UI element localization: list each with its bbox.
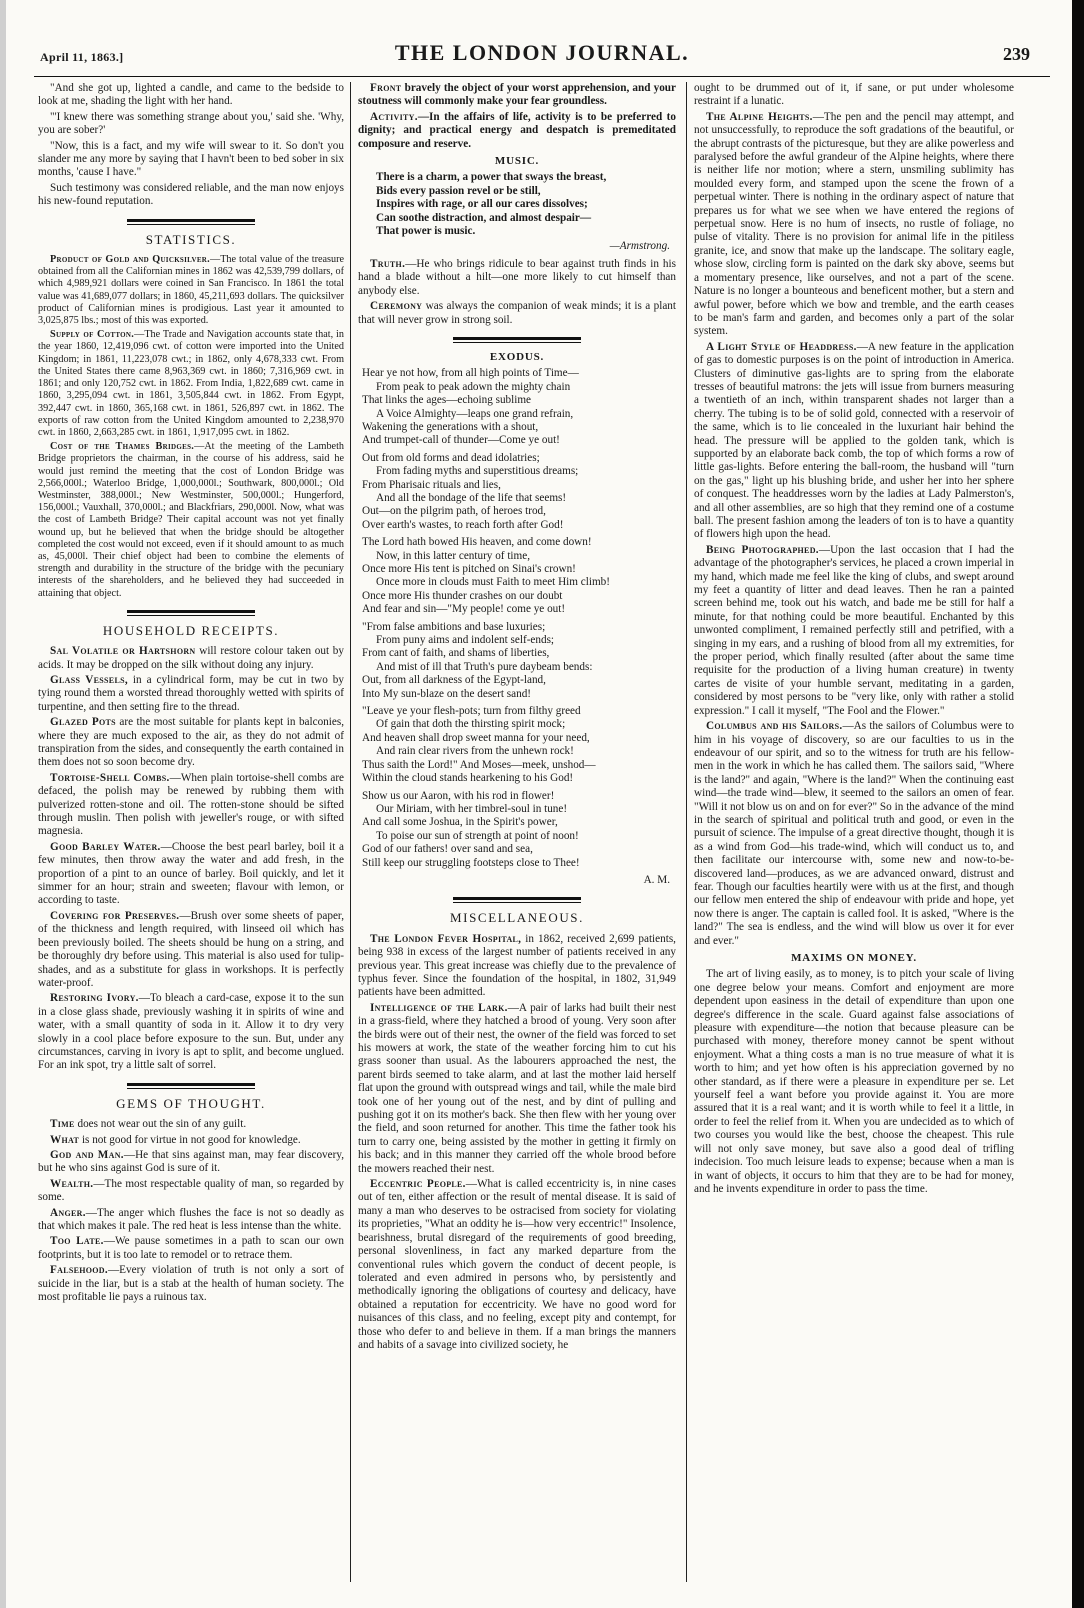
poem-line: Out from old forms and dead idolatries; bbox=[362, 451, 540, 464]
poem-line: A Voice Almighty—leaps one grand refrain, bbox=[376, 407, 574, 420]
misc-item bbox=[358, 933, 676, 1000]
article-item bbox=[694, 544, 1014, 718]
poem-stanza bbox=[358, 367, 676, 447]
receipt-item bbox=[38, 674, 344, 714]
receipt-item bbox=[38, 645, 344, 672]
receipt-item bbox=[38, 716, 344, 770]
paragraph bbox=[358, 111, 676, 151]
item-head: Ceremony bbox=[370, 300, 423, 313]
item-head: What bbox=[50, 1133, 80, 1146]
item-text: —A new feature in the application of gas to domestic purposes is on the point of introduction in America. Clusters of diminutive gas-lights are to spring from the elaborate tresses of beautiful matrons: the jets will issue from burners measuring a twentieth of an inch, within transparent shades not larger than a cherry. The tubing is to be of solid gold, connected with a reservoir of the same, which is to lie concealed in the luxuriant hair behind the head. The pressure will be applied to the golden tank, which is supported by an elaborate back comb, the top of which forms a row of little gas-lights. Before entering the ball-room, the husband will "turn on the gas," light up his blushing bride, and usher her into her sphere of conquest. The headdresses worn by the ladies at Lady Palmerston's, and all other assemblies, are so high that they remind one of a costume ball. The present fashion among the leaders of ton is to have a quantity of flowers high upon the head. bbox=[694, 340, 1014, 541]
section-title-maxims: MAXIMS ON MONEY. bbox=[791, 952, 917, 964]
item-text: —At the meeting of the Lambeth Bridge proprietors the chairman, in the course of his address, said he would just remind the meeting that the cost of London Bridge was 2,566,000l.; Waterloo Bridge, 1,000,000l.; Southwark, 800,000l.; Old Westminster, 388,000l.; New Westminster, 500,000l.; Hungerford, 156,000l.; Vauxhall, 370,000l.; and Blackfriars, 290,000l. Now, what was the cost of Lambeth Bridge? Their capital account was not yet finally wound up, but he believed that when the bridge should be altogether completed the cost would not exceed, even if it should amount to as much as, 45,000l. Their chief object had been to combine the elements of strength and durability in the structure of the bridge with the pecuniary interests of the shareholders, and he believed they had succeeded in attaining that object. bbox=[38, 441, 344, 599]
poem-line: "From false ambitions and base luxuries; bbox=[362, 620, 546, 633]
poem-line: From peak to peak adown the mighty chain bbox=[376, 380, 571, 393]
item-text: —We pause sometimes in a path to scan our own footprints, but it is too late to remodel or to retrace them. bbox=[38, 1235, 344, 1261]
item-head: Truth. bbox=[370, 257, 406, 270]
item-head: Eccentric People. bbox=[370, 1178, 466, 1191]
receipt-item bbox=[38, 992, 344, 1072]
poem-line: To poise our sun of strength at point of noon! bbox=[376, 829, 579, 842]
paragraph bbox=[358, 258, 676, 298]
receipt-item bbox=[38, 910, 344, 990]
item-text: —To bleach a card-case, expose it to the sun in a close glass shade, previously washing it in spirits of wine and water, with a small quantity of soda in it. Allow it to dry very slowly in a cool place before exposure to the sun. But, under any circumstances, carving in ivory is apt to split, and become unglued. For an ink spot, try a little salt of sorrel. bbox=[38, 992, 344, 1072]
poem-line: "Leave ye your flesh-pots; turn from filthy greed bbox=[362, 705, 581, 718]
section-title-gems: GEMS OF THOUGHT. bbox=[116, 1095, 266, 1111]
item-head: Columbus and his Sailors. bbox=[706, 720, 843, 733]
article-item bbox=[694, 720, 1014, 948]
article-item bbox=[694, 341, 1014, 542]
item-text: —He that sins against man, may fear discovery, but he who sins against God is sure of it. bbox=[38, 1148, 344, 1175]
item-head: Wealth. bbox=[50, 1177, 94, 1190]
item-text: —In the affairs of life, activity is to be preferred to dignity; and practical energy and despatch is premeditated composure and reserve. bbox=[358, 110, 676, 150]
poem-line: Still keep our struggling footsteps close to Thee! bbox=[362, 856, 580, 869]
item-text: —The pen and the pencil may attempt, and not unsuccessfully, to reproduce the soft gradations of the beautiful, or the abrupt contrasts of the picturesque, but they are alike powerless and paralysed before the awful grandeur of the Alpine heights, where there is neither life nor motion; where a stern, unsmiling sublimity has moulded every form, and stamped upon the scene the frown of a perpetual winter. There is nothing in the ordinary aspect of nature that prepares us for what we see when we have entered the regions of perpetual snow. Here is no hum of insects, no rustle of foliage, no pulse of vitality. There is no provision for animal life in the pitiless granite, ice, and snow that make up the landscape. The solitary eagle, whose slow, circling form is painted on the dark sky above, seems but a momentary presence, like ourselves, and not a part of the scene. Nature is no longer a bounteous and beneficent mother, but a stern and awful power, before which we bow and tremble, and the earth ceases to be man's farm and garden, and becomes only a part of the solar system. bbox=[694, 110, 1014, 338]
item-text: will restore colour taken out by acids. It may be dropped on the silk without doing any injury. bbox=[38, 645, 344, 671]
item-head: Too Late. bbox=[50, 1235, 104, 1248]
item-head: Glass Vessels, bbox=[50, 673, 128, 686]
poem-line: Bids every passion revel or be still, bbox=[376, 184, 541, 197]
item-text: —What is called eccentricity is, in nine cases out of ten, either affection or the result of mental disease. It is said of many a man who deserves to be ostracised from society for violating its proprieties, "What an oddity he is—how very eccentric!" Insolence, bearishness, brutal disregard of the requirements of good breeding, personal slovenliness, in fact any marked departure from the conventional rules which govern the conduct of decent people, is tolerated and even admired in persons who, by persistently and methodically ignoring the obligations of courtesy and delicacy, have obtained a reputation for eccentricity. We have no good word for nuisances of this class, and no feeling, except pity and contempt, for those who defer to and believe in them. If a man brings the manners and habits of a savage into civilized society, he bbox=[358, 1178, 676, 1351]
item-text: —Every violation of truth is not only a sort of suicide in the liar, but is a stab at the health of human society. The most profitable lie pays a ruinous tax. bbox=[38, 1264, 344, 1304]
music-poem bbox=[358, 171, 676, 238]
item-head: Time bbox=[50, 1118, 75, 1131]
item-head: Being Photographed. bbox=[706, 543, 819, 556]
poem-line: Show us our Aaron, with his rod in flower! bbox=[362, 789, 555, 802]
poem-line: Out, from all darkness of the Egypt-land, bbox=[362, 674, 546, 687]
poem-line: From fading myths and superstitious dreams; bbox=[376, 465, 579, 478]
item-head: Restoring Ivory. bbox=[50, 992, 139, 1005]
item-head: Glazed Pots bbox=[50, 716, 116, 729]
exodus-poem bbox=[358, 367, 676, 870]
receipt-item bbox=[38, 841, 344, 908]
item-text: is not good for virtue in not good for knowledge. bbox=[79, 1133, 301, 1146]
item-head: Good Barley Water. bbox=[50, 840, 161, 853]
poem-line: Wakening the generations with a shout, bbox=[362, 420, 539, 433]
stat-item bbox=[38, 254, 344, 327]
item-head: Sal Volatile or Hartshorn bbox=[50, 645, 196, 658]
gem-item bbox=[38, 1264, 344, 1304]
item-text: —He who brings ridicule to bear against truth finds in his hand a blade without a hilt—one more likely to cut himself than anybody else. bbox=[358, 257, 676, 297]
receipt-item bbox=[38, 772, 344, 839]
poem-stanza bbox=[358, 705, 676, 785]
poem-line: And heaven shall drop sweet manna for your need, bbox=[362, 731, 590, 744]
poem-line: There is a charm, a power that sways the breast, bbox=[376, 171, 607, 184]
poem-line: Over earth's wastes, to reach forth after God! bbox=[362, 518, 564, 531]
paragraph: The art of living easily, as to money, is to pitch your scale of living one degree below your means. Comfort and enjoyment are more dependent upon easiness in the detail of expenditure than upon one degree's difference in the scale. Guard against false associations of pleasure with expenditure—the notion that because pleasure can be purchased with money, therefore money cannot be spent without enjoyment. What a thing costs a man is no true measure of what it is worth to him; and yet how often is his appreciation governed by no other standard, as if there were a pleasure in expenditure per se. Let yourself feel a want before you provide against it. You are more assured that it is a real want; and it is worth while to feel it a little, in order to feel the relief from it. When you are undecided as to which of two courses you would like the best, choose the cheapest. This rule will not only save money, but save also a good deal of trifling indecision. Too much leisure leads to expense; because when a man is in want of objects, it occurs to him that they are to be had for money, and he invents expenditure in order to pass the time. bbox=[694, 968, 1014, 1195]
section-divider bbox=[453, 897, 581, 903]
paragraph: Such testimony was considered reliable, and the man now enjoys his new-found reputation. bbox=[38, 181, 344, 208]
item-head: Covering for Preserves. bbox=[50, 909, 180, 922]
paragraph: "Now, this is a fact, and my wife will swear to it. So don't you slander me any more by saying that I havn't been to bed sober in six months, 'cause I have." bbox=[38, 139, 344, 179]
poem-line: Hear ye not how, from all high points of Time— bbox=[362, 367, 579, 380]
stat-item bbox=[38, 441, 344, 600]
poem-line: Of gain that doth the thirsting spirit mock; bbox=[376, 718, 566, 731]
item-text: in 1862, received 2,699 patients, being 938 in excess of the largest number of patients received in any previous year. This great increase was chiefly due to the prevalence of typhus fever. Since the foundation of the hospital, in 1802, 31,949 patients have been admitted. bbox=[358, 932, 676, 999]
item-head: God and Man. bbox=[50, 1148, 124, 1161]
section-title-miscellaneous: MISCELLANEOUS. bbox=[450, 910, 584, 926]
column-3 bbox=[694, 82, 1014, 1578]
poem-stanza bbox=[358, 536, 676, 616]
section-title-statistics: STATISTICS. bbox=[145, 231, 237, 247]
item-head: Front bbox=[370, 82, 402, 94]
gem-item bbox=[38, 1207, 344, 1234]
item-text: in a cylindrical form, may be cut in two by tying round them a worsted thread thoroughly wetted with spirits of turpentine, and then setting fire to the thread. bbox=[38, 673, 344, 713]
journal-title: THE LONDON JOURNAL. bbox=[394, 40, 690, 65]
poem-line: Once more His thunder crashes on our doubt bbox=[362, 589, 563, 602]
poem-line: And fear and sin—"My people! come ye out! bbox=[362, 603, 566, 616]
item-head: Activity. bbox=[370, 110, 418, 123]
page-header bbox=[34, 36, 1050, 77]
poem-line: God of our fathers! over sand and sea, bbox=[362, 843, 533, 856]
item-text: bravely the object of your worst apprehension, and your stoutness will commonly make your fear groundless. bbox=[358, 82, 676, 108]
stat-item bbox=[38, 329, 344, 439]
poem-line: And rain clear rivers from the unhewn rock! bbox=[376, 745, 574, 758]
item-head: A Light Style of Headdress. bbox=[706, 340, 857, 353]
poem-line: Thus saith the Lord!" And Moses—meek, unshod— bbox=[362, 758, 596, 771]
item-text: —The most respectable quality of man, so regarded by some. bbox=[38, 1177, 344, 1204]
gem-item bbox=[38, 1178, 344, 1205]
item-head: The London Fever Hospital, bbox=[370, 932, 522, 945]
item-head: The Alpine Heights. bbox=[706, 110, 813, 123]
gem-item bbox=[38, 1235, 344, 1262]
poem-line: Out—on the pilgrim path, of heroes trod, bbox=[362, 505, 546, 518]
poem-line: Into My sun-blaze on the desert sand! bbox=[362, 687, 532, 700]
poem-line: Inspires with rage, or all our cares dissolves; bbox=[376, 198, 588, 211]
item-text: —The anger which flushes the face is not so deadly as that which makes it pale. The red heat is less intense than the white. bbox=[38, 1206, 344, 1232]
item-head: Cost of the Thames Bridges. bbox=[50, 441, 195, 453]
gem-item bbox=[38, 1149, 344, 1176]
poem-stanza bbox=[358, 452, 676, 532]
paragraph: ought to be drummed out of it, if sane, or put under wholesome restraint if a lunatic. bbox=[694, 82, 1014, 108]
section-divider bbox=[127, 610, 255, 616]
item-head: Tortoise-Shell Combs. bbox=[50, 771, 170, 784]
misc-item bbox=[358, 1002, 676, 1176]
item-head: Product of Gold and Quicksilver. bbox=[50, 254, 211, 266]
gem-item bbox=[38, 1134, 344, 1147]
item-text: —Brush over some sheets of paper, of the thickness and length required, with linseed oil which has been previously boiled. The sheets should be hung on a string, and be thoroughly dry before using. This material is also used for tulip-shades, and as a substitute for glass in workshops. It is perfectly water-proof. bbox=[38, 909, 344, 989]
section-divider bbox=[127, 1083, 255, 1089]
poem-line: And mist of ill that Truth's pure daybeam bends: bbox=[376, 660, 593, 673]
item-text: —The total value of the treasure obtained from all the Californian mines in 1862 was 42,539,799 dollars, of which 4,989,921 dollars were coined in San Francisco. In 1861 the total value was 41,689,077 dollars; in 1860, 45,211,693 dollars. The quicksilver product of Californian mines is prodigious. Last year it amounted to 3,025,875 lbs.; most of this was exported. bbox=[38, 254, 344, 327]
poem-stanza bbox=[358, 790, 676, 870]
section-title-exodus: EXODUS. bbox=[489, 350, 545, 363]
poem-line: Now, in this latter century of time, bbox=[376, 549, 530, 562]
poem-line: Once more in clouds must Faith to meet Him climb! bbox=[376, 576, 610, 589]
poem-line: The Lord hath bowed His heaven, and come down! bbox=[362, 536, 592, 549]
gem-item bbox=[38, 1118, 344, 1131]
misc-item bbox=[358, 1178, 676, 1352]
item-text: —Upon the last occasion that I had the advantage of the photographer's services, he placed a crown imperial in my hand, which made me feel like the king of clubs, and swept around my feet a quantity of litter and dead leaves. Then he ran a painted screen behind me, took out his watch, and bade me be still for half a minute, for that nothing could be more beautiful. Enchanted by this unwonted compliment, I remained perfectly still and petrified, with a singing in my ears, and a rushing of blood from all my extremities, for the proper period, which finally resulted (after about the same time requisite for the production of a living human creature) in twenty cartes de visite of your humble servant, meditating in a garden, considered by most persons to be "very like, only with rather a stolid expression." I call it myself, "The Fool and the Flower." bbox=[694, 543, 1014, 717]
column-rule bbox=[686, 82, 687, 1582]
music-title: MUSIC. bbox=[494, 155, 540, 168]
item-head: Falsehood. bbox=[50, 1264, 108, 1277]
poem-line: And trumpet-call of thunder—Come ye out! bbox=[362, 434, 560, 447]
poem-line: Can soothe distraction, and almost despair— bbox=[376, 211, 592, 224]
poem-line: Within the cloud stands hearkening to his God! bbox=[362, 772, 574, 785]
poem-signature: A. M. bbox=[643, 873, 670, 886]
issue-date: April 11, 1863.] bbox=[40, 50, 124, 64]
item-text: —Choose the best pearl barley, boil it a few minutes, then throw away the water and add fresh, in the proportion of a pint to an ounce of barley. Boil quickly, and let it simmer for an hour; strain and sweeten; flavour with lemon, or according to taste. bbox=[38, 840, 344, 907]
poem-line: From Pharisaic rituals and lies, bbox=[362, 478, 501, 491]
poem-stanza bbox=[358, 621, 676, 701]
section-divider bbox=[453, 337, 581, 343]
item-text: —The Trade and Navigation accounts state that, in the year 1860, 12,419,096 cwt. of cotton were imported into the United Kingdom; in 1861, 11,223,078 cwt.; in 1862, only 4,678,333 cwt. From the United States there came 8,963,369 cwt. in 1860; 7,316,969 cwt. in 1861; and only 120,752 cwt. in 1862. From India, 1,822,689 cwt. came in 1860, 3,295,094 cwt. in 1861, 3,505,844 cwt. in 1862. From Egypt, 392,447 cwt. in 1860, 365,168 cwt. in 1861, 526,897 cwt. in 1862. The exports of raw cotton from the United Kingdom amounted to 2,238,970 cwt. in 1860, 2,663,285 cwt. in 1861, 1,917,095 cwt. in 1862. bbox=[38, 329, 344, 438]
poem-line: From puny aims and indolent self-ends; bbox=[376, 634, 555, 647]
paragraph: "And she got up, lighted a candle, and came to the bedside to look at me, shading the light with her hand. bbox=[38, 82, 344, 108]
poem-attribution: —Armstrong. bbox=[609, 240, 670, 253]
poem-line: And call some Joshua, in the Spirit's power, bbox=[362, 816, 558, 829]
paragraph bbox=[358, 82, 676, 109]
item-head: Anger. bbox=[50, 1206, 86, 1219]
column-rule bbox=[350, 82, 351, 1582]
section-title-household: HOUSEHOLD RECEIPTS. bbox=[102, 622, 280, 638]
item-head: Intelligence of the Lark. bbox=[370, 1001, 508, 1014]
column-2 bbox=[358, 82, 676, 1578]
item-head: Supply of Cotton. bbox=[50, 329, 135, 341]
poem-line: Our Miriam, with her timbrel-soul in tune! bbox=[376, 802, 568, 815]
poem-line: That links the ages—echoing sublime bbox=[362, 394, 532, 407]
poem-line: From cant of faith, and shams of liberties, bbox=[362, 647, 550, 660]
paragraph: "'I knew there was something strange about you,' said she. 'Why, you are sober?' bbox=[38, 110, 344, 137]
item-text: —As the sailors of Columbus were to him in his voyage of discovery, so are our faculties to us in the endeavour of our spirit, and so to the witness for truth are his fellow-men in the work in which he has called them. The sailors said, "Where is the land?" and again, "Where is the land?" When the continuing east wind—the trade wind—blew, it seemed to the sailors an omen of fear. "Will it not blow us on and on for ever?" So in the advance of the mind in the search of spiritual and political truth and good, or even in the pursuit of science. The impulse of a great directive thought, though it is as a wind from God—his trade-wind, which will conduct us to, and then facilitate our intercourse with, some new and now-to-be-discovered land—produces, as we are advanced onward, distrust and fear. Though our faculties heartily were with us at the first, and though our fellow men entered the ship of endeavour with pride and hope, yet now there is anger. The captain is called fool. It is asked, "Where is the land?" The sea is endless, and the wind will blow us over it for ever and ever." bbox=[694, 720, 1014, 947]
article-item bbox=[694, 111, 1014, 339]
item-text: was always the companion of weak minds; it is a plant that will never grow in strong soil. bbox=[358, 300, 676, 326]
item-text: —A pair of larks had built their nest in a grass-field, where they hatched a brood of young. Very soon after the birds were out of their nest, the owner of the field was forced to set his mowers at work, the state of the weather forcing him to cut his grass sooner than usual. As the labourers approached the nest, the parent birds seemed to take alarm, and at last the mother laid herself flat upon the ground with outspread wings and tail, while the male bird took one of her young out of the nest, and by dint of pulling and pushing got it on its mother's back. She then flew with her young over the field, and soon returned for another. This time the father took his turn to carry one, being assisted by the mother in getting it firmly on his back; and in this manner they carried off the whole brood before the mowers reached their nest. bbox=[358, 1001, 676, 1175]
paragraph bbox=[358, 300, 676, 327]
poem-line: That power is music. bbox=[376, 225, 476, 238]
poem-line: Once more His tent is pitched on Sinai's crown! bbox=[362, 563, 576, 575]
page-number: 239 bbox=[1003, 44, 1030, 64]
column-1 bbox=[38, 82, 344, 1578]
item-text: does not wear out the sin of any guilt. bbox=[74, 1118, 247, 1131]
item-text: —When plain tortoise-shell combs are defaced, the polish may be renewed by rubbing them with pulverized rotten-stone and oil. The rotten-stone should be sifted through muslin. Then polish with jeweller's rouge, or with sifted magnesia. bbox=[38, 771, 344, 838]
section-divider bbox=[127, 219, 255, 225]
poem-line: And all the bondage of the life that seems! bbox=[376, 491, 567, 504]
item-text: are the most suitable for plants kept in balconies, where they are much exposed to the air, as they do not admit of transpiration from the sides, and consequently the earth contained in them does not so soon become dry. bbox=[38, 716, 344, 769]
